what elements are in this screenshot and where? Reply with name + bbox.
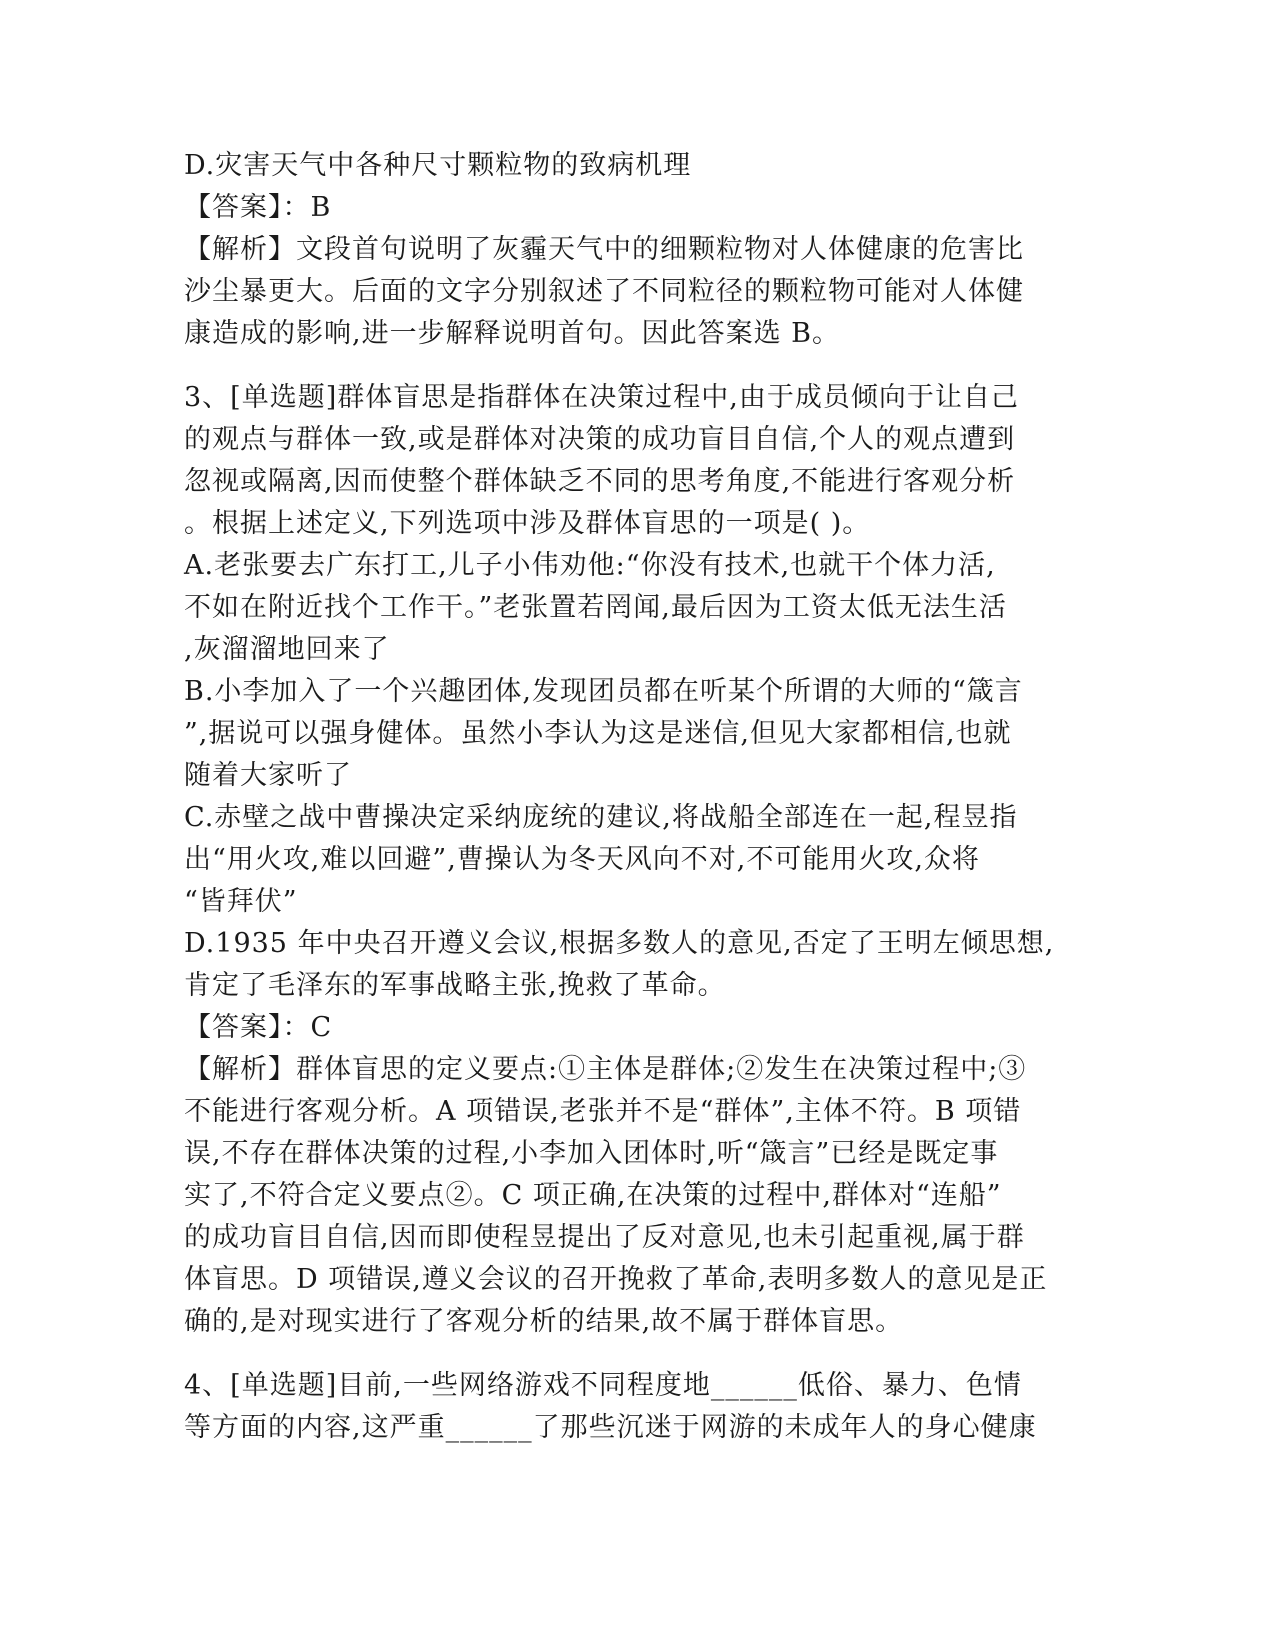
q3-analysis [184,1049,1084,1343]
q3-option-c-line: C.赤壁之战中曹操决定采纳庞统的建议,将战船全部连在一起,程昱指 [184,802,1018,833]
q3-option-a [184,545,1084,671]
q3-option-b-line: 随着大家听了 [184,760,352,791]
section-gap [184,355,1084,377]
q3-option-a-line: A.老张要去广东打工,儿子小伟劝他:“你没有技术,也就干个体力活, [184,550,996,581]
q3-option-d-line: 肯定了毛泽东的军事战略主张,挽救了革命。 [184,970,726,1001]
q3-option-c [184,797,1084,923]
q3-stem-line: 的观点与群体一致,或是群体对决策的成功盲目自信,个人的观点遭到 [184,424,1016,455]
question-3-section [184,377,1084,1343]
q3-option-a-line: ,灰溜溜地回来了 [184,634,390,665]
q4-stem-line: 4、[单选题]目前,一些网络游戏不同程度地______低俗、暴力、色情 [184,1370,1022,1401]
question-2-section [184,145,1084,355]
q3-analysis-line: 实了,不符合定义要点②。C 项正确,在决策的过程中,群体对“连船” [184,1180,1002,1211]
q3-option-d [184,923,1084,1007]
q4-stem [184,1365,1084,1449]
q3-stem-line: 。根据上述定义,下列选项中涉及群体盲思的一项是( )。 [184,508,871,539]
document-page [184,145,1084,1449]
q3-stem-line: 3、[单选题]群体盲思是指群体在决策过程中,由于成员倾向于让自己 [184,382,1019,413]
q2-analysis-line: 沙尘暴更大。后面的文字分别叙述了不同粒径的颗粒物可能对人体健 [184,276,1024,307]
q3-stem [184,377,1084,545]
q3-option-a-line: 不如在附近找个工作干。”老张置若罔闻,最后因为工资太低无法生活 [184,592,1007,623]
q2-analysis-line: 【解析】文段首句说明了灰霾天气中的细颗粒物对人体健康的危害比 [184,234,1024,265]
q3-option-b [184,671,1084,797]
q3-analysis-line: 误,不存在群体决策的过程,小李加入团体时,听“箴言”已经是既定事 [184,1138,999,1169]
q3-analysis-line: 的成功盲目自信,因而即使程昱提出了反对意见,也未引起重视,属于群 [184,1222,1025,1253]
question-4-section [184,1365,1084,1449]
q3-option-c-line: 出“用火攻,难以回避”,曹操认为冬天风向不对,不可能用火攻,众将 [184,844,980,875]
q4-stem-line: 等方面的内容,这严重______了那些沉迷于网游的未成年人的身心健康 [184,1412,1037,1443]
q2-option-d: D.灾害天气中各种尺寸颗粒物的致病机理 [184,150,692,181]
q3-analysis-line: 体盲思。D 项错误,遵义会议的召开挽救了革命,表明多数人的意见是正 [184,1264,1048,1295]
q3-analysis-line: 确的,是对现实进行了客观分析的结果,故不属于群体盲思。 [184,1306,904,1337]
q3-option-d-line: D.1935 年中央召开遵义会议,根据多数人的意见,否定了王明左倾思想, [184,928,1055,959]
section-gap [184,1343,1084,1365]
q3-analysis-line: 【解析】群体盲思的定义要点:①主体是群体;②发生在决策过程中;③ [184,1054,1027,1085]
q2-analysis-line: 康造成的影响,进一步解释说明首句。因此答案选 B。 [184,318,841,349]
q3-answer: 【答案】：C [184,1012,333,1043]
q3-option-c-line: “皆拜伏” [184,886,298,917]
q3-analysis-line: 不能进行客观分析。A 项错误,老张并不是“群体”,主体不符。B 项错 [184,1096,1022,1127]
q3-stem-line: 忽视或隔离,因而使整个群体缺乏不同的思考角度,不能进行客观分析 [184,466,1016,497]
q2-answer: 【答案】：B [184,192,332,223]
q3-option-b-line: ”,据说可以强身健体。虽然小李认为这是迷信,但见大家都相信,也就 [184,718,1012,749]
q3-option-b-line: B.小李加入了一个兴趣团体,发现团员都在听某个所谓的大师的“箴言 [184,676,1023,707]
q2-analysis [184,229,1084,355]
